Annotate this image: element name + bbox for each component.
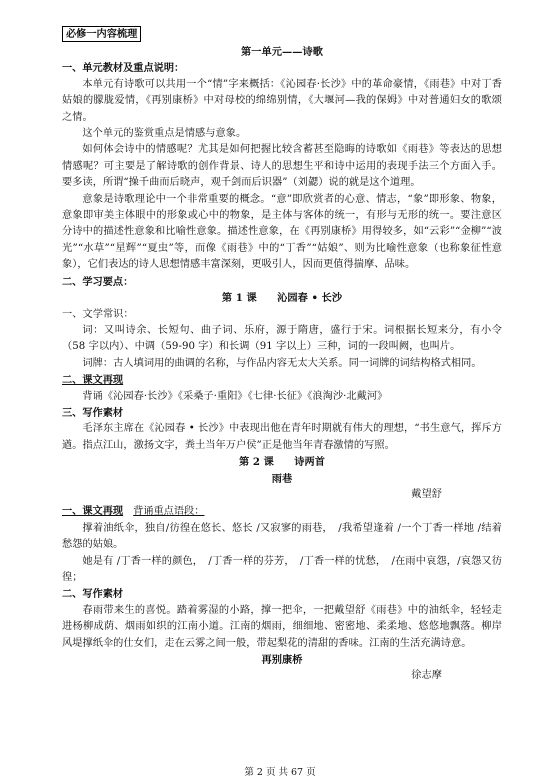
paragraph: 词：又叫诗余、长短句、曲子词、乐府，源于隋唐，盛行于宋。词根据长短来分，有小令（58 字以内）、中调（59-90 字）和长调（91 字以上）三种，词的一段叫阙，也叫片。 <box>62 324 502 353</box>
page-footer: 第 2 页 共 67 页 <box>244 767 316 778</box>
subheading: 二、课文再现 <box>62 374 124 387</box>
unit-title: 第一单元——诗歌 <box>241 46 323 58</box>
poem-author: 戴望舒 <box>411 488 442 500</box>
lesson-title: 第 1 课 沁园春 • 长沙 <box>221 292 343 305</box>
paragraph: 毛泽东主席在《沁园春 • 长沙》中表现出他在青年时期就有伟大的理想，“书生意气，挥斥方遒。指点江山，激扬文字，粪土当年万户侯”正是他当年青春激情的写照。 <box>62 423 502 451</box>
document-page <box>62 22 502 685</box>
subheading: 一、课文再现 背诵重点语段： <box>62 505 205 518</box>
section-header-box: 必修一内容梳理 <box>62 26 141 42</box>
subheading: 三、写作素材 <box>62 406 124 419</box>
subheading: 一、文学常识： <box>62 308 134 320</box>
section-heading-1: 一、单元教材及重点说明： <box>62 62 185 75</box>
poem-author: 徐志摩 <box>411 670 442 682</box>
paragraph: 如何体会诗中的情感呢？尤其是如何把握比较含蓄甚至隐晦的诗歌如《雨巷》等表达的思想情感呢？可主要是了解诗歌的创作背景、诗人的思想生平和诗中运用的表现手法三个方面入手。要多读，所谓“操千曲而后晓声，观千剑而后识器”（刘勰）说的就是这个道理。 <box>62 144 502 189</box>
paragraph: 她是有 /丁香一样的颜色， /丁香一样的芬芳， /丁香一样的忧愁， /在雨中哀怨，/哀怨又彷徨； <box>62 555 502 583</box>
paragraph: 背诵《沁园春·长沙》《采桑子·重阳》《七律·长征》《浪淘沙·北戴河》 <box>82 390 388 402</box>
paragraph: 撑着油纸伞，独自/彷徨在悠长、悠长 /又寂寥的雨巷， /我希望逢着 /一个丁香一样地 /结着愁怨的姑娘。 <box>62 522 502 551</box>
paragraph: 这个单元的鉴赏重点是情感与意象。 <box>82 128 247 140</box>
poem-title: 再别康桥 <box>261 654 303 667</box>
paragraph: 春雨带来生的喜悦。踏着雾湿的小路，撑一把伞，一把戴望舒《雨巷》中的油纸伞，轻轻走进杨柳成荫、烟雨如织的江南小道。江南的烟雨，细细地、密密地、柔柔地、悠悠地飘落。柳岸风堤撑纸伞的仕女们，走在云雾之间一般，带起梨花的清甜的香味。江南的生活充满诗意。 <box>62 604 502 649</box>
subheading: 二、写作素材 <box>62 588 124 601</box>
paragraph: 本单元有诗歌可以共用一个“情”字来概括：《沁园春·长沙》中的革命豪情，《雨巷》中对丁香姑娘的朦胧爱情，《再别康桥》中对母校的绵绵别情，《大堰河—我的保姆》中对普通妇女的歌颂之情。 <box>62 78 502 123</box>
paragraph: 词牌：古人填词用的曲调的名称，与作品内容无太大关系。同一词牌的词结构格式相同。 <box>82 357 482 369</box>
poem-title: 雨巷 <box>271 472 293 485</box>
lesson-title: 第 2 课 诗两首 <box>239 456 325 469</box>
section-heading-2: 二、学习要点： <box>62 275 134 288</box>
paragraph: 意象是诗歌理论中一个非常重要的概念。“意”即欣赏者的心意、情志，“象”即形象、物象，意象即审美主体眼中的形象或心中的物象，是主体与客体的统一，有形与无形的统一。要注意区分诗中的描述性意象和比喻性意象。描述性意象，在《再别康桥》用得较多，如“云彩”“金柳”“波光”“水草”“星辉”“夏虫”等，而像《雨巷》中的“丁香”“姑娘”、则为比喻性意象（也称象征性意象），它们表达的诗人思想情感丰富深刻，更吸引人，因而更值得揣摩、品味。 <box>62 193 502 271</box>
subheading-note: 背诵重点语段： <box>133 506 205 518</box>
